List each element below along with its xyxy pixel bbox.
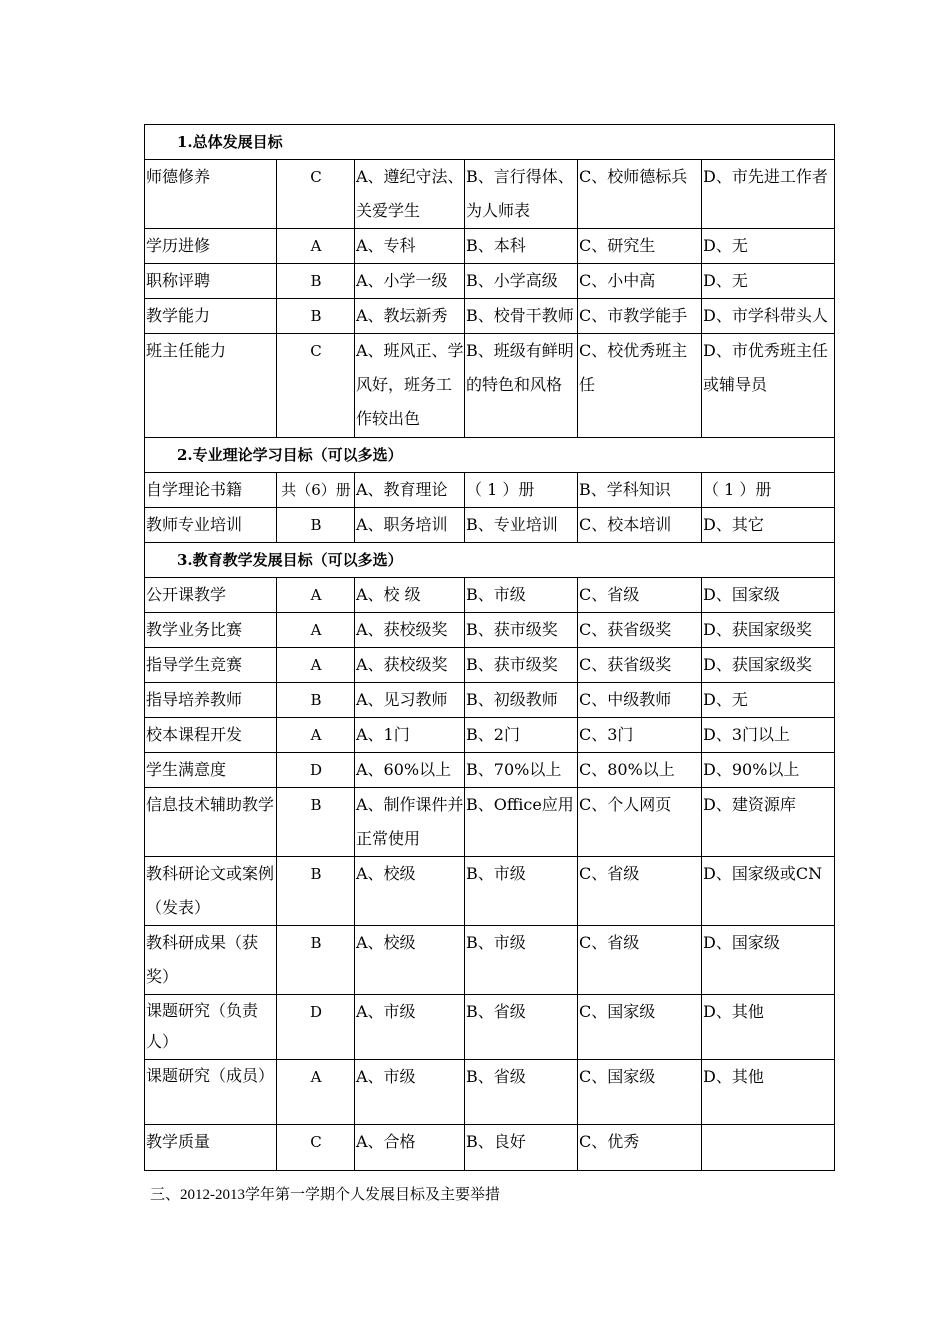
option-c: C、国家级 bbox=[578, 995, 702, 1060]
option-a: A、合格 bbox=[355, 1125, 465, 1171]
row-name: 教科研论文或案例（发表） bbox=[145, 857, 277, 926]
option-c: C、个人网页 bbox=[578, 788, 702, 857]
option-b: B、校骨干教师 bbox=[465, 299, 578, 334]
option-b: B、班级有鲜明的特色和风格 bbox=[465, 334, 578, 438]
row-level: C bbox=[277, 334, 355, 438]
option-a: A、小学一级 bbox=[355, 264, 465, 299]
row-level: A bbox=[277, 613, 355, 648]
section-header bbox=[145, 543, 835, 578]
option-a: A、职务培训 bbox=[355, 508, 465, 543]
row-level: A bbox=[277, 1060, 355, 1125]
option-d: D、其他 bbox=[702, 995, 835, 1060]
option-c: C、校师德标兵 bbox=[578, 160, 702, 229]
row-level: B bbox=[277, 788, 355, 857]
option-a: A、遵纪守法、关爱学生 bbox=[355, 160, 465, 229]
row-name: 自学理论书籍 bbox=[145, 473, 277, 508]
option-b: B、获市级奖 bbox=[465, 613, 578, 648]
option-d: （ 1 ）册 bbox=[702, 473, 835, 508]
option-b: B、专业培训 bbox=[465, 508, 578, 543]
option-c: C、80%以上 bbox=[578, 753, 702, 788]
table-row bbox=[145, 683, 835, 718]
row-name: 信息技术辅助教学 bbox=[145, 788, 277, 857]
option-d: D、国家级或CN bbox=[702, 857, 835, 926]
section-title: 2.专业理论学习目标（可以多选） bbox=[145, 438, 835, 473]
option-d: D、3门以上 bbox=[702, 718, 835, 753]
row-level: C bbox=[277, 1125, 355, 1171]
option-c: C、3门 bbox=[578, 718, 702, 753]
goals-table bbox=[144, 124, 835, 1171]
option-d: D、90%以上 bbox=[702, 753, 835, 788]
option-a: A、市级 bbox=[355, 1060, 465, 1125]
table-row bbox=[145, 160, 835, 229]
option-c: C、国家级 bbox=[578, 1060, 702, 1125]
option-d: D、无 bbox=[702, 683, 835, 718]
row-level: A bbox=[277, 718, 355, 753]
table-row bbox=[145, 926, 835, 995]
option-c: C、获省级奖 bbox=[578, 648, 702, 683]
row-name: 指导培养教师 bbox=[145, 683, 277, 718]
table-row bbox=[145, 718, 835, 753]
option-a: A、班风正、学风好，班务工作较出色 bbox=[355, 334, 465, 438]
section-header bbox=[145, 125, 835, 160]
option-c: C、优秀 bbox=[578, 1125, 702, 1171]
table-row bbox=[145, 995, 835, 1060]
section-heading-three: 三、2012-2013学年第一学期个人发展目标及主要举措 bbox=[150, 1187, 500, 1203]
table-row bbox=[145, 578, 835, 613]
goals-table-wrapper bbox=[144, 124, 834, 1171]
option-a: A、获校级奖 bbox=[355, 613, 465, 648]
option-b: B、2门 bbox=[465, 718, 578, 753]
option-c: B、学科知识 bbox=[578, 473, 702, 508]
option-d: D、国家级 bbox=[702, 926, 835, 995]
option-a: A、获校级奖 bbox=[355, 648, 465, 683]
option-b: B、本科 bbox=[465, 229, 578, 264]
option-a: A、见习教师 bbox=[355, 683, 465, 718]
option-d: D、获国家级奖 bbox=[702, 613, 835, 648]
option-c: C、研究生 bbox=[578, 229, 702, 264]
table-row bbox=[145, 264, 835, 299]
option-d: D、市优秀班主任或辅导员 bbox=[702, 334, 835, 438]
option-b: B、70%以上 bbox=[465, 753, 578, 788]
row-level: A bbox=[277, 648, 355, 683]
row-level: A bbox=[277, 578, 355, 613]
option-d: D、其它 bbox=[702, 508, 835, 543]
option-c: C、市教学能手 bbox=[578, 299, 702, 334]
section-header bbox=[145, 438, 835, 473]
option-b: B、市级 bbox=[465, 857, 578, 926]
option-a: A、60%以上 bbox=[355, 753, 465, 788]
option-a: A、市级 bbox=[355, 995, 465, 1060]
option-a: A、教坛新秀 bbox=[355, 299, 465, 334]
option-a: A、校 级 bbox=[355, 578, 465, 613]
option-b: B、获市级奖 bbox=[465, 648, 578, 683]
row-level: B bbox=[277, 857, 355, 926]
option-b: B、市级 bbox=[465, 926, 578, 995]
row-level: A bbox=[277, 229, 355, 264]
option-c: C、校本培训 bbox=[578, 508, 702, 543]
row-name: 班主任能力 bbox=[145, 334, 277, 438]
option-d: D、获国家级奖 bbox=[702, 648, 835, 683]
table-row bbox=[145, 334, 835, 438]
option-d bbox=[702, 1125, 835, 1171]
table-row bbox=[145, 508, 835, 543]
row-name: 学生满意度 bbox=[145, 753, 277, 788]
option-b: （ 1 ）册 bbox=[465, 473, 578, 508]
row-name: 课题研究（成员） bbox=[145, 1060, 277, 1125]
row-name: 教师专业培训 bbox=[145, 508, 277, 543]
option-b: B、省级 bbox=[465, 995, 578, 1060]
row-level: 共（6）册 bbox=[277, 473, 355, 508]
row-name: 学历进修 bbox=[145, 229, 277, 264]
option-c: C、校优秀班主任 bbox=[578, 334, 702, 438]
row-name: 教学质量 bbox=[145, 1125, 277, 1171]
table-row bbox=[145, 788, 835, 857]
row-name: 师德修养 bbox=[145, 160, 277, 229]
row-name: 教科研成果（获奖） bbox=[145, 926, 277, 995]
table-row bbox=[145, 857, 835, 926]
option-c: C、小中高 bbox=[578, 264, 702, 299]
option-a: A、教育理论 bbox=[355, 473, 465, 508]
table-row bbox=[145, 473, 835, 508]
row-level: D bbox=[277, 753, 355, 788]
option-a: A、校级 bbox=[355, 926, 465, 995]
option-d: D、建资源库 bbox=[702, 788, 835, 857]
row-name: 校本课程开发 bbox=[145, 718, 277, 753]
section-title: 1.总体发展目标 bbox=[145, 125, 835, 160]
option-c: C、省级 bbox=[578, 857, 702, 926]
row-level: B bbox=[277, 508, 355, 543]
option-a: A、校级 bbox=[355, 857, 465, 926]
section-title: 3.教育教学发展目标（可以多选） bbox=[145, 543, 835, 578]
option-b: B、Office应用 bbox=[465, 788, 578, 857]
table-row bbox=[145, 229, 835, 264]
row-name: 教学业务比赛 bbox=[145, 613, 277, 648]
option-b: B、初级教师 bbox=[465, 683, 578, 718]
row-name: 教学能力 bbox=[145, 299, 277, 334]
option-d: D、无 bbox=[702, 264, 835, 299]
option-a: A、1门 bbox=[355, 718, 465, 753]
option-a: A、制作课件并正常使用 bbox=[355, 788, 465, 857]
row-level: B bbox=[277, 683, 355, 718]
row-level: B bbox=[277, 264, 355, 299]
option-d: D、无 bbox=[702, 229, 835, 264]
option-c: C、省级 bbox=[578, 926, 702, 995]
option-d: D、市学科带头人 bbox=[702, 299, 835, 334]
row-name: 公开课教学 bbox=[145, 578, 277, 613]
row-level: B bbox=[277, 926, 355, 995]
option-b: B、良好 bbox=[465, 1125, 578, 1171]
table-row bbox=[145, 613, 835, 648]
option-c: C、获省级奖 bbox=[578, 613, 702, 648]
row-name: 职称评聘 bbox=[145, 264, 277, 299]
table-row bbox=[145, 753, 835, 788]
option-b: B、小学高级 bbox=[465, 264, 578, 299]
row-level: B bbox=[277, 299, 355, 334]
row-name: 课题研究（负责人） bbox=[145, 995, 277, 1060]
option-d: D、国家级 bbox=[702, 578, 835, 613]
option-c: C、省级 bbox=[578, 578, 702, 613]
option-d: D、其他 bbox=[702, 1060, 835, 1125]
table-row bbox=[145, 1060, 835, 1125]
table-row bbox=[145, 648, 835, 683]
option-b: B、言行得体、为人师表 bbox=[465, 160, 578, 229]
option-c: C、中级教师 bbox=[578, 683, 702, 718]
row-level: C bbox=[277, 160, 355, 229]
option-b: B、市级 bbox=[465, 578, 578, 613]
table-row bbox=[145, 299, 835, 334]
table-row bbox=[145, 1125, 835, 1171]
option-a: A、专科 bbox=[355, 229, 465, 264]
option-d: D、市先进工作者 bbox=[702, 160, 835, 229]
row-name: 指导学生竞赛 bbox=[145, 648, 277, 683]
option-b: B、省级 bbox=[465, 1060, 578, 1125]
row-level: D bbox=[277, 995, 355, 1060]
